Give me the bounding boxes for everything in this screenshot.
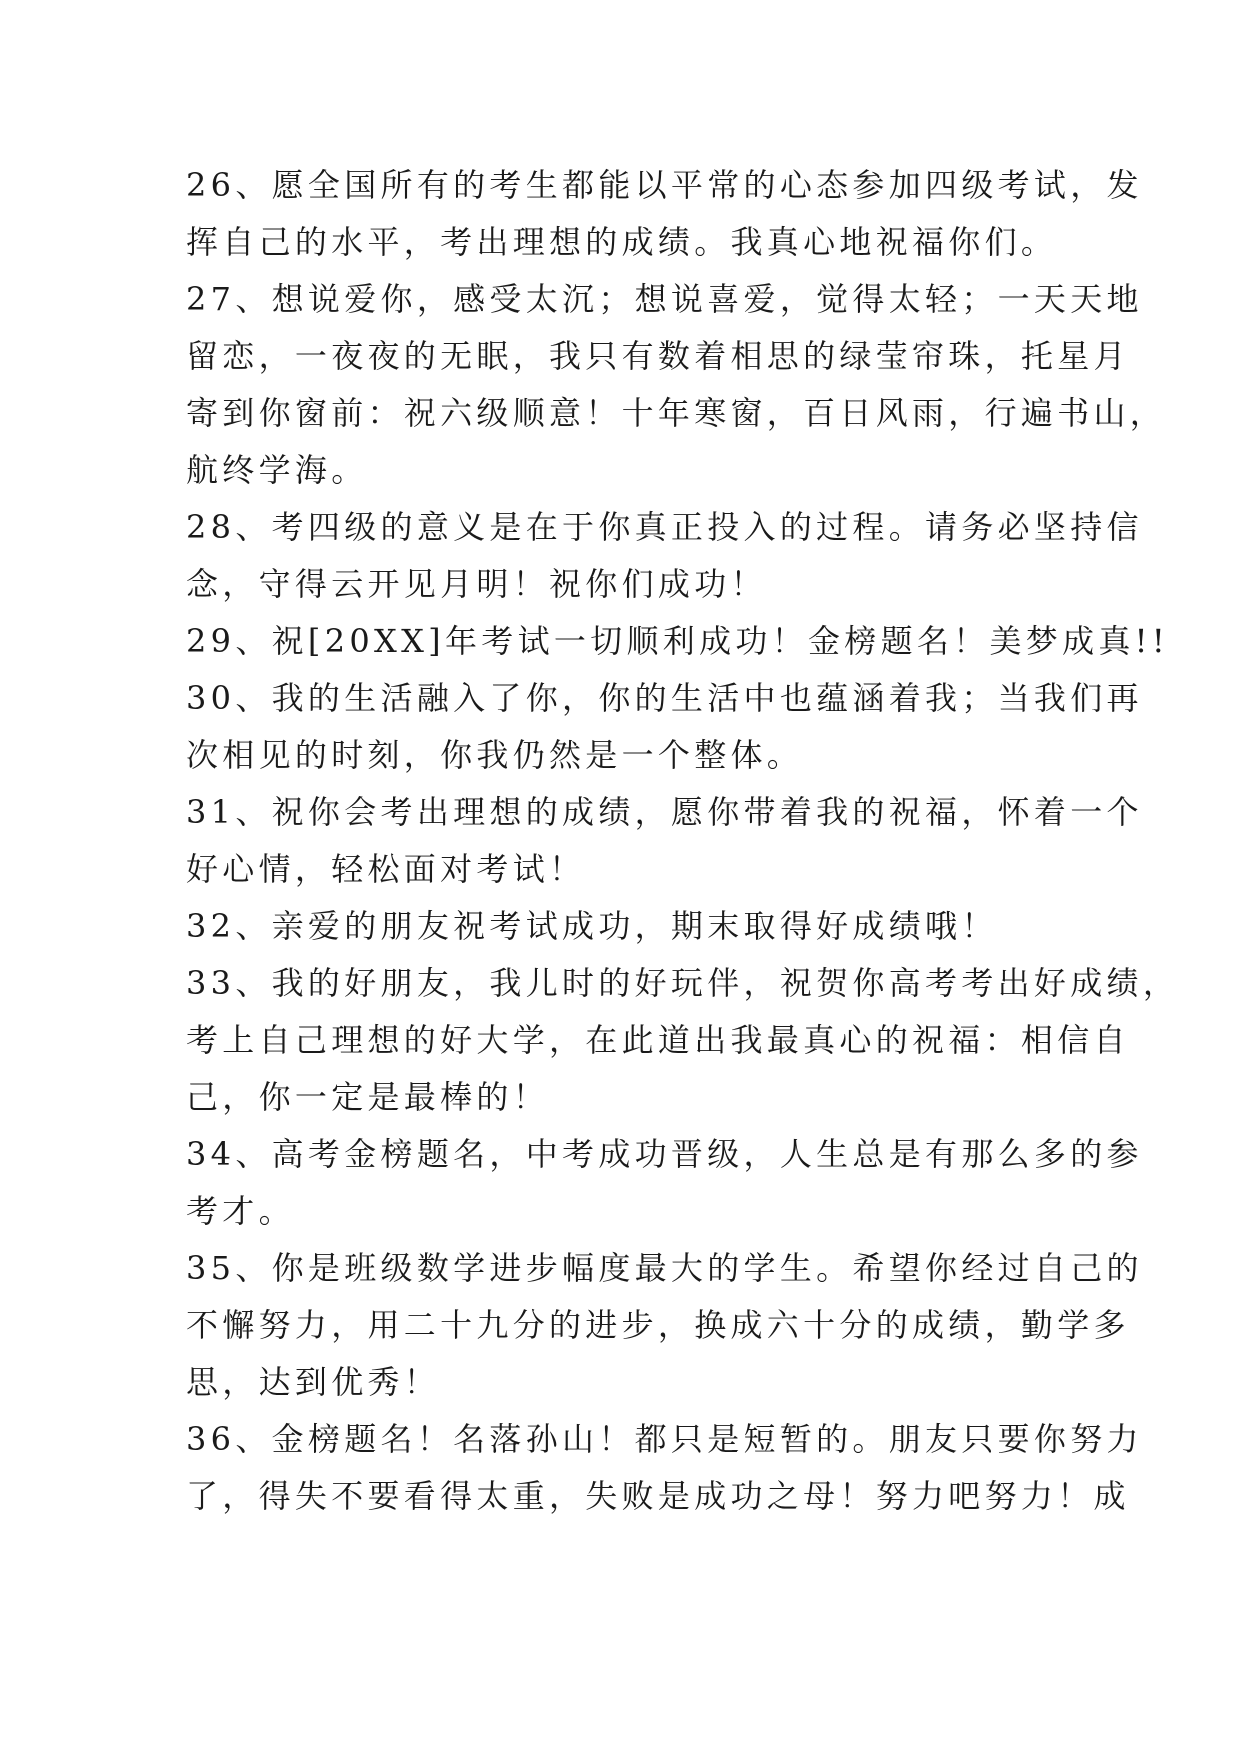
document-body (186, 157, 1180, 1525)
text-line: 寄到你窗前：祝六级顺意！十年寒窗，百日风雨，行遍书山， (186, 394, 1167, 432)
text-line: 次相见的时刻，你我仍然是一个整体。 (186, 736, 804, 774)
text-line: 32、亲爱的朋友祝考试成功，期末取得好成绩哦！ (186, 907, 998, 945)
text-line: 留恋，一夜夜的无眠，我只有数着相思的绿莹帘珠，托星月 (186, 337, 1130, 375)
text-line: 思，达到优秀！ (186, 1363, 441, 1401)
text-line: 35、你是班级数学进步幅度最大的学生。希望你经过自己的 (186, 1249, 1143, 1287)
text-line: 27、想说爱你，感受太沉；想说喜爱，觉得太轻；一天天地 (186, 280, 1143, 318)
text-line: 好心情，轻松面对考试！ (186, 850, 586, 888)
text-line: 33、我的好朋友，我儿时的好玩伴，祝贺你高考考出好成绩， (186, 964, 1180, 1002)
text-line: 航终学海。 (186, 451, 368, 489)
text-line: 己，你一定是最棒的！ (186, 1078, 550, 1116)
text-line: 念，守得云开见月明！祝你们成功！ (186, 565, 767, 603)
text-line: 31、祝你会考出理想的成绩，愿你带着我的祝福，怀着一个 (186, 793, 1143, 831)
text-line: 28、考四级的意义是在于你真正投入的过程。请务必坚持信 (186, 508, 1143, 546)
text-line: 34、高考金榜题名，中考成功晋级，人生总是有那么多的参 (186, 1135, 1143, 1173)
text-line: 30、我的生活融入了你，你的生活中也蕴涵着我；当我们再 (186, 679, 1143, 717)
text-line: 36、金榜题名！名落孙山！都只是短暂的。朋友只要你努力 (186, 1420, 1143, 1458)
text-line: 考才。 (186, 1192, 295, 1230)
text-line: 29、祝[20XX]年考试一切顺利成功！金榜题名！美梦成真!! (186, 622, 1169, 660)
text-line: 挥自己的水平，考出理想的成绩。我真心地祝福你们。 (186, 223, 1058, 261)
text-line: 26、愿全国所有的考生都能以平常的心态参加四级考试，发 (186, 166, 1143, 204)
text-line: 了，得失不要看得太重，失败是成功之母！努力吧努力！成 (186, 1477, 1130, 1515)
text-line: 不懈努力，用二十九分的进步，换成六十分的成绩，勤学多 (186, 1306, 1130, 1344)
text-line: 考上自己理想的好大学，在此道出我最真心的祝福：相信自 (186, 1021, 1130, 1059)
